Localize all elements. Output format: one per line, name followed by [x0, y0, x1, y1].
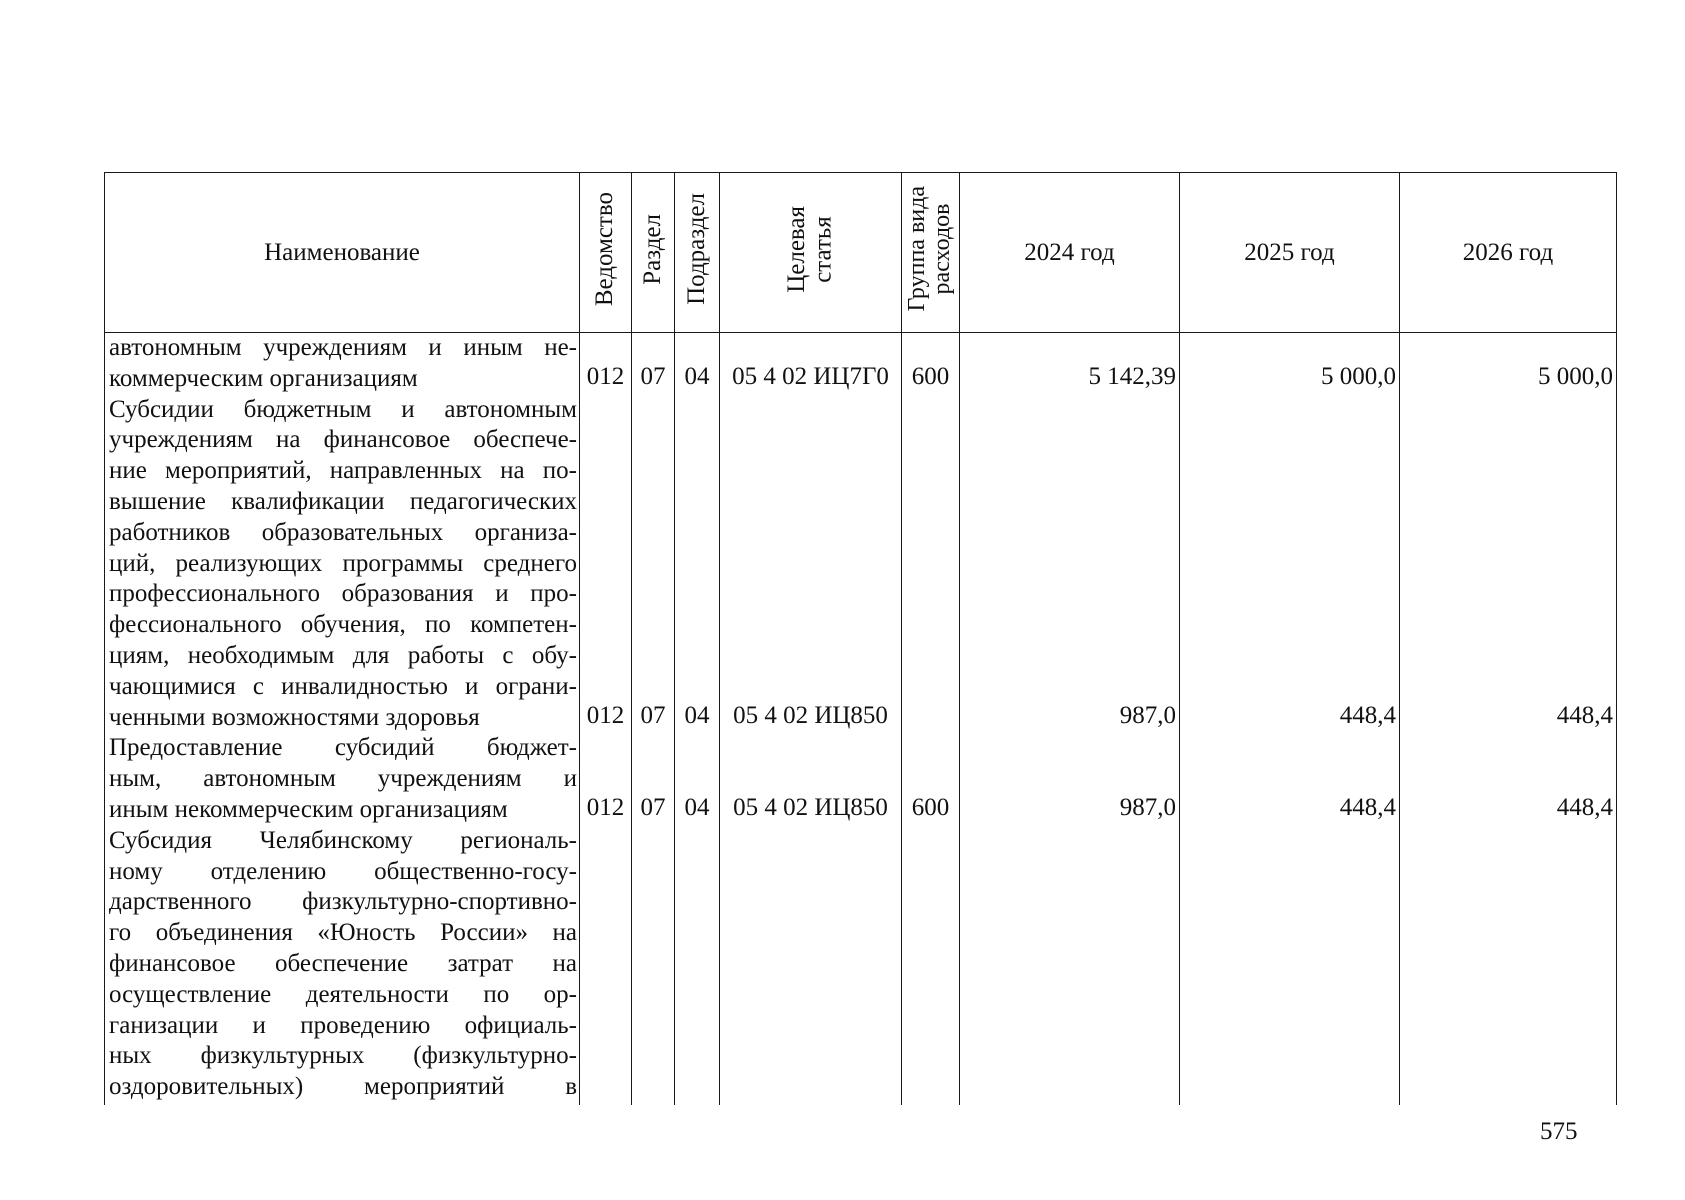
- header-section: Раздел: [632, 173, 675, 333]
- table-body-row: [105, 333, 1617, 1105]
- name-line: ным, автономным учреждениям и: [109, 765, 577, 793]
- year-2025-cell: [1180, 333, 1400, 1105]
- row-3-year-2024: 987,0: [1119, 794, 1176, 821]
- name-line: ному отделению общественно-госу-: [109, 857, 577, 885]
- row-1-year-2026: 5 000,0: [1538, 363, 1613, 390]
- row-1-year-2024: 5 142,39: [1088, 363, 1176, 390]
- row-2-year-2024: 987,0: [1119, 702, 1176, 729]
- name-line: ченными возможностями здоровья: [109, 703, 480, 731]
- name-line: оздоровительных) мероприятий в: [109, 1073, 577, 1101]
- header-target-article: Целевая статья: [720, 173, 902, 333]
- row-2-subsection: 04: [684, 702, 710, 729]
- name-line: автономным учреждениям и иным не-: [109, 334, 577, 361]
- name-line: коммерческим организациям: [109, 364, 418, 392]
- name-line: ций, реализующих программы среднего: [109, 549, 577, 577]
- header-name: Наименование: [105, 173, 580, 333]
- row-3-subsection: 04: [684, 794, 710, 821]
- name-line: ных физкультурных (физкультурно-: [109, 1042, 577, 1070]
- header-year-2024: 2024 год: [960, 173, 1180, 333]
- name-line: Предоставление субсидий бюджет-: [109, 734, 577, 762]
- row-1-target-article: 05 4 02 ИЦ7Г0: [732, 363, 889, 390]
- row-3-target-article: 05 4 02 ИЦ850: [733, 794, 888, 821]
- row-2-year-2025: 448,4: [1339, 702, 1396, 729]
- name-line: Субсидия Челябинскому региональ-: [109, 826, 577, 854]
- row-2-department: 012: [586, 702, 625, 729]
- name-text: [105, 333, 579, 1103]
- row-1-subsection: 04: [684, 363, 710, 390]
- year-2024-cell: [960, 333, 1180, 1105]
- name-cell: [105, 333, 580, 1105]
- page-number: 575: [1540, 1118, 1578, 1145]
- name-line: осуществление деятельности по ор-: [109, 980, 577, 1008]
- name-line: вышение квалификации педагогических: [109, 487, 577, 515]
- budget-table: [104, 172, 1617, 1105]
- row-3-year-2026: 448,4: [1556, 794, 1613, 821]
- name-line: профессионального образования и про-: [109, 580, 577, 608]
- row-3-section: 07: [640, 794, 666, 821]
- name-line: чающимися с инвалидностью и ограни-: [109, 672, 577, 700]
- table-header-row: [105, 173, 1617, 333]
- row-1-year-2025: 5 000,0: [1321, 363, 1396, 390]
- row-2-target-article: 05 4 02 ИЦ850: [733, 702, 888, 729]
- name-line: ние мероприятий, направленных на по-: [109, 457, 577, 485]
- name-line: го объединения «Юность России» на: [109, 919, 577, 947]
- header-subsection: Подраздел: [675, 173, 720, 333]
- header-year-2026: 2026 год: [1400, 173, 1617, 333]
- subsection-cell: [675, 333, 720, 1105]
- row-1-section: 07: [640, 363, 666, 390]
- name-line: учреждениям на финансовое обеспече-: [109, 426, 577, 454]
- row-1-department: 012: [586, 363, 625, 390]
- name-line: дарственного физкультурно-спортивно-: [109, 888, 577, 916]
- section-cell: [632, 333, 675, 1105]
- header-year-2025: 2025 год: [1180, 173, 1400, 333]
- row-3-expense-group: 600: [911, 794, 950, 821]
- department-cell: [580, 333, 632, 1105]
- year-2026-cell: [1400, 333, 1617, 1105]
- row-3-department: 012: [586, 794, 625, 821]
- target-article-cell: [720, 333, 902, 1105]
- name-line: финансовое обеспечение затрат на: [109, 949, 577, 977]
- name-line: работников образовательных организа-: [109, 518, 577, 546]
- expense-group-cell: [902, 333, 960, 1105]
- row-3-year-2025: 448,4: [1339, 794, 1396, 821]
- row-2-year-2026: 448,4: [1556, 702, 1613, 729]
- name-line: Субсидии бюджетным и автономным: [109, 395, 577, 423]
- header-expense-group: Группа вида расходов: [902, 173, 960, 333]
- header-department: Ведомство: [580, 173, 632, 333]
- name-line: фессионального обучения, по компетен-: [109, 611, 577, 639]
- name-line: циям, необходимым для работы с обу-: [109, 641, 577, 669]
- name-line: иным некоммерческим организациям: [109, 795, 508, 823]
- row-2-section: 07: [640, 702, 666, 729]
- name-line: ганизации и проведению официаль-: [109, 1011, 577, 1039]
- row-1-expense-group: 600: [911, 363, 950, 390]
